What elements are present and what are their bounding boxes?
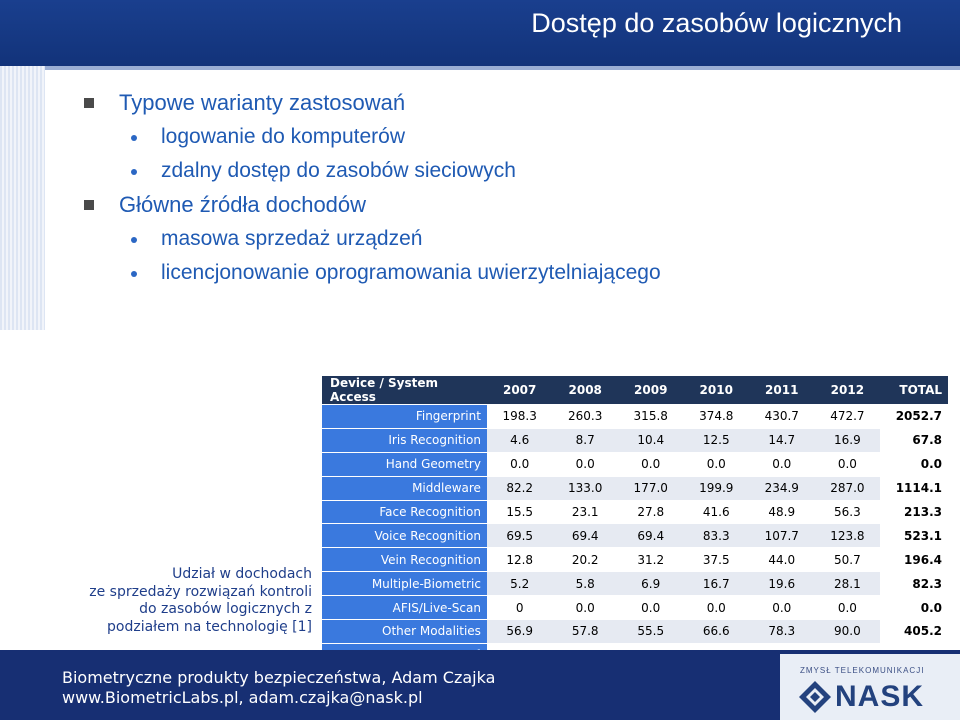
- dot-bullet-icon: [131, 135, 137, 141]
- table-cell: 16.9: [815, 428, 881, 452]
- table-cell: 0.0: [618, 596, 684, 620]
- table-cell: 315.8: [618, 405, 684, 429]
- table-cell: 41.6: [683, 500, 749, 524]
- bullet-text: licencjonowanie oprogramowania uwierzytelniającego: [161, 261, 661, 284]
- table-cell: 67.8: [880, 428, 948, 452]
- row-label: Other Modalities: [322, 620, 487, 644]
- table-cell: 78.3: [749, 620, 815, 644]
- table-cell: 107.7: [749, 524, 815, 548]
- caption-line: do zasobów logicznych z: [139, 601, 312, 617]
- caption-line: podziałem na technologię [1]: [107, 618, 312, 635]
- column-header: 2012: [815, 376, 881, 405]
- table-cell: 1114.1: [880, 476, 948, 500]
- table-cell: 123.8: [815, 524, 881, 548]
- column-header: 2009: [618, 376, 684, 405]
- table-cell: 0.0: [552, 596, 618, 620]
- table-row: [322, 405, 948, 429]
- table-cell: 27.8: [618, 500, 684, 524]
- table-row: [322, 476, 948, 500]
- table-cell: 0.0: [880, 452, 948, 476]
- table-cell: 31.2: [618, 548, 684, 572]
- table-cell: 66.6: [683, 620, 749, 644]
- table-cell: 44.0: [749, 548, 815, 572]
- table-cell: 82.2: [487, 476, 553, 500]
- table-cell: 55.5: [618, 620, 684, 644]
- table-cell: 48.9: [749, 500, 815, 524]
- table-cell: 10.4: [618, 428, 684, 452]
- table-cell: 56.3: [815, 500, 881, 524]
- table-row: [322, 524, 948, 548]
- table-cell: 0.0: [749, 452, 815, 476]
- table-row: [322, 548, 948, 572]
- table-cell: 0.0: [880, 596, 948, 620]
- bullet-level2: [84, 222, 661, 256]
- table-cell: 213.3: [880, 500, 948, 524]
- bullet-level1: [84, 188, 661, 222]
- table-cell: 0.0: [683, 596, 749, 620]
- dot-bullet-icon: [131, 271, 137, 277]
- table-cell: 19.6: [749, 572, 815, 596]
- table-cell: 199.9: [683, 476, 749, 500]
- bullet-list: [84, 86, 661, 290]
- table-row: [322, 428, 948, 452]
- logo-subtitle: ZMYSŁ TELEKOMUNIKACJI: [800, 666, 925, 675]
- caption-line: ze sprzedaży rozwiązań kontroli: [89, 583, 312, 600]
- row-label: Voice Recognition: [322, 524, 487, 548]
- table-cell: 430.7: [749, 405, 815, 429]
- table-cell: 57.8: [552, 620, 618, 644]
- table-cell: 37.5: [683, 548, 749, 572]
- table-cell: 83.3: [683, 524, 749, 548]
- table-cell: 2052.7: [880, 405, 948, 429]
- table-cell: 234.9: [749, 476, 815, 500]
- table-cell: 69.4: [552, 524, 618, 548]
- square-bullet-icon: [84, 98, 94, 108]
- table-cell: 198.3: [487, 405, 553, 429]
- table-cell: 405.2: [880, 620, 948, 644]
- bullet-text: logowanie do komputerów: [161, 125, 405, 148]
- bullet-text: Typowe warianty zastosowań: [119, 90, 406, 115]
- row-label: AFIS/Live-Scan: [322, 596, 487, 620]
- column-header: TOTAL: [880, 376, 948, 405]
- table-row: [322, 452, 948, 476]
- table-header-row: [322, 376, 948, 405]
- table-cell: 0.0: [683, 452, 749, 476]
- column-header: 2008: [552, 376, 618, 405]
- table-cell: 6.9: [618, 572, 684, 596]
- table-row: [322, 620, 948, 644]
- bullet-level2: [84, 154, 661, 188]
- table-cell: 0.0: [618, 452, 684, 476]
- table-cell: 523.1: [880, 524, 948, 548]
- table-cell: 0.0: [552, 452, 618, 476]
- table-cell: 0.0: [749, 596, 815, 620]
- row-label: Middleware: [322, 476, 487, 500]
- table-cell: 287.0: [815, 476, 881, 500]
- table-row: [322, 500, 948, 524]
- footer-credits: [62, 668, 495, 708]
- bullet-level2: [84, 120, 661, 154]
- row-label: Face Recognition: [322, 500, 487, 524]
- table-cell: 5.8: [552, 572, 618, 596]
- table-cell: 5.2: [487, 572, 553, 596]
- bullet-level2: [84, 256, 661, 290]
- row-label: Hand Geometry: [322, 452, 487, 476]
- column-header: 2010: [683, 376, 749, 405]
- table-cell: 133.0: [552, 476, 618, 500]
- table-cell: 12.5: [683, 428, 749, 452]
- table-cell: 28.1: [815, 572, 881, 596]
- table-cell: 0.0: [487, 452, 553, 476]
- table-cell: 8.7: [552, 428, 618, 452]
- column-header: 2007: [487, 376, 553, 405]
- caption-line: Udział w dochodach: [172, 566, 312, 582]
- table-cell: 374.8: [683, 405, 749, 429]
- table-cell: 14.7: [749, 428, 815, 452]
- table-caption: [40, 566, 312, 636]
- table-cell: 177.0: [618, 476, 684, 500]
- row-label: Vein Recognition: [322, 548, 487, 572]
- logo-name: NASK: [835, 680, 925, 713]
- table-cell: 69.5: [487, 524, 553, 548]
- table-body: [322, 405, 948, 668]
- row-label: Multiple-Biometric: [322, 572, 487, 596]
- bullet-text: zdalny dostęp do zasobów sieciowych: [161, 159, 516, 182]
- row-label: Iris Recognition: [322, 428, 487, 452]
- table-cell: 472.7: [815, 405, 881, 429]
- revenue-table: [322, 376, 948, 668]
- table-cell: 20.2: [552, 548, 618, 572]
- nask-logo-icon: [798, 680, 832, 714]
- column-header: 2011: [749, 376, 815, 405]
- column-header: Device / System Access: [322, 376, 487, 405]
- header-separator: [45, 66, 960, 70]
- table-cell: 56.9: [487, 620, 553, 644]
- table-cell: 69.4: [618, 524, 684, 548]
- table-cell: 0.0: [815, 452, 881, 476]
- footer-line: www.BiometricLabs.pl, adam.czajka@nask.pl: [62, 688, 423, 707]
- bullet-text: Główne źródła dochodów: [119, 192, 367, 217]
- table-cell: 4.6: [487, 428, 553, 452]
- table-cell: 82.3: [880, 572, 948, 596]
- table-cell: 90.0: [815, 620, 881, 644]
- table-row: [322, 572, 948, 596]
- slide-header: [0, 0, 960, 66]
- table-cell: 196.4: [880, 548, 948, 572]
- table-cell: 0: [487, 596, 553, 620]
- table-cell: 260.3: [552, 405, 618, 429]
- decorative-stripe-lower: [0, 66, 45, 330]
- table-cell: 50.7: [815, 548, 881, 572]
- slide-title: Dostęp do zasobów logicznych: [531, 8, 902, 38]
- table-cell: 12.8: [487, 548, 553, 572]
- table-cell: 23.1: [552, 500, 618, 524]
- bullet-level1: [84, 86, 661, 120]
- table-cell: 16.7: [683, 572, 749, 596]
- table-cell: 15.5: [487, 500, 553, 524]
- row-label: Fingerprint: [322, 405, 487, 429]
- table-row: [322, 596, 948, 620]
- dot-bullet-icon: [131, 169, 137, 175]
- bullet-text: masowa sprzedaż urządzeń: [161, 227, 423, 250]
- table-cell: 0.0: [815, 596, 881, 620]
- footer-line: Biometryczne produkty bezpieczeństwa, Adam Czajka: [62, 668, 496, 687]
- dot-bullet-icon: [131, 237, 137, 243]
- square-bullet-icon: [84, 200, 94, 210]
